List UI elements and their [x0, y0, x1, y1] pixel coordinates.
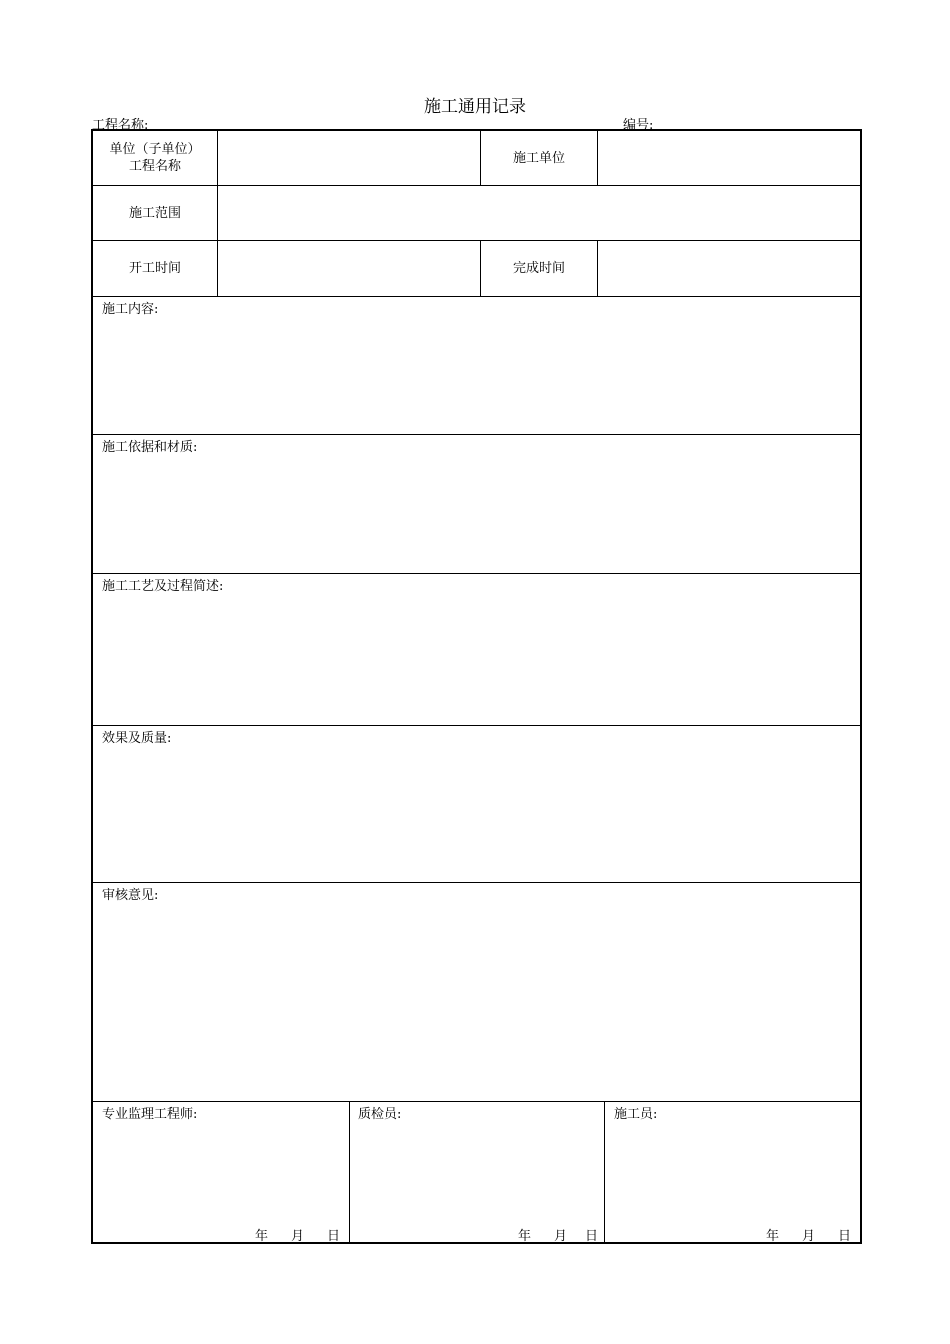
- year-label: 年: [518, 1229, 532, 1244]
- row-divider: [93, 1101, 860, 1102]
- year-label: 年: [766, 1229, 780, 1244]
- start-time-field[interactable]: [218, 241, 480, 296]
- section-basis-materials: 施工依据和材质:: [102, 440, 198, 455]
- row-divider: [93, 725, 860, 726]
- day-label: 日: [585, 1229, 599, 1244]
- day-label: 日: [838, 1229, 852, 1244]
- project-name-label: 工程名称:: [92, 118, 149, 133]
- unit-name-label-line1: 单位（子单位）: [109, 142, 201, 157]
- unit-name-label: [93, 131, 217, 185]
- section-construction-content: 施工内容:: [102, 302, 159, 317]
- section-effect-quality: 效果及质量:: [102, 731, 172, 746]
- builder-signature-label: 施工员:: [614, 1107, 658, 1122]
- row-divider: [93, 573, 860, 574]
- finish-time-field[interactable]: [598, 241, 860, 296]
- page-title: 施工通用记录: [424, 97, 526, 117]
- supervisor-date: [255, 1225, 340, 1244]
- column-divider: [349, 1101, 350, 1242]
- unit-name-field[interactable]: [218, 131, 480, 185]
- supervisor-signature-label: 专业监理工程师:: [102, 1107, 198, 1122]
- month-label: 月: [802, 1229, 816, 1244]
- inspector-signature-label: 质检员:: [358, 1107, 402, 1122]
- section-process-description: 施工工艺及过程简述:: [102, 579, 224, 594]
- row-divider: [93, 296, 860, 297]
- day-label: 日: [327, 1229, 341, 1244]
- start-time-label: 开工时间: [128, 261, 181, 276]
- contractor-label: 施工单位: [512, 150, 565, 166]
- month-label: 月: [291, 1229, 305, 1244]
- month-label: 月: [554, 1229, 568, 1244]
- scope-field[interactable]: [218, 186, 860, 240]
- inspector-date: [518, 1225, 598, 1244]
- year-label: 年: [255, 1229, 269, 1244]
- finish-time-label: 完成时间: [512, 261, 565, 276]
- scope-label: 施工范围: [128, 205, 181, 221]
- builder-date: [766, 1225, 851, 1244]
- column-divider: [604, 1101, 605, 1242]
- unit-name-label-line2: 工程名称: [128, 159, 181, 174]
- section-review-opinion: 审核意见:: [102, 888, 159, 903]
- contractor-field[interactable]: [598, 131, 860, 185]
- record-form: [91, 129, 862, 1244]
- row-divider: [93, 434, 860, 435]
- serial-no-label: 编号:: [623, 118, 654, 133]
- row-divider: [93, 882, 860, 883]
